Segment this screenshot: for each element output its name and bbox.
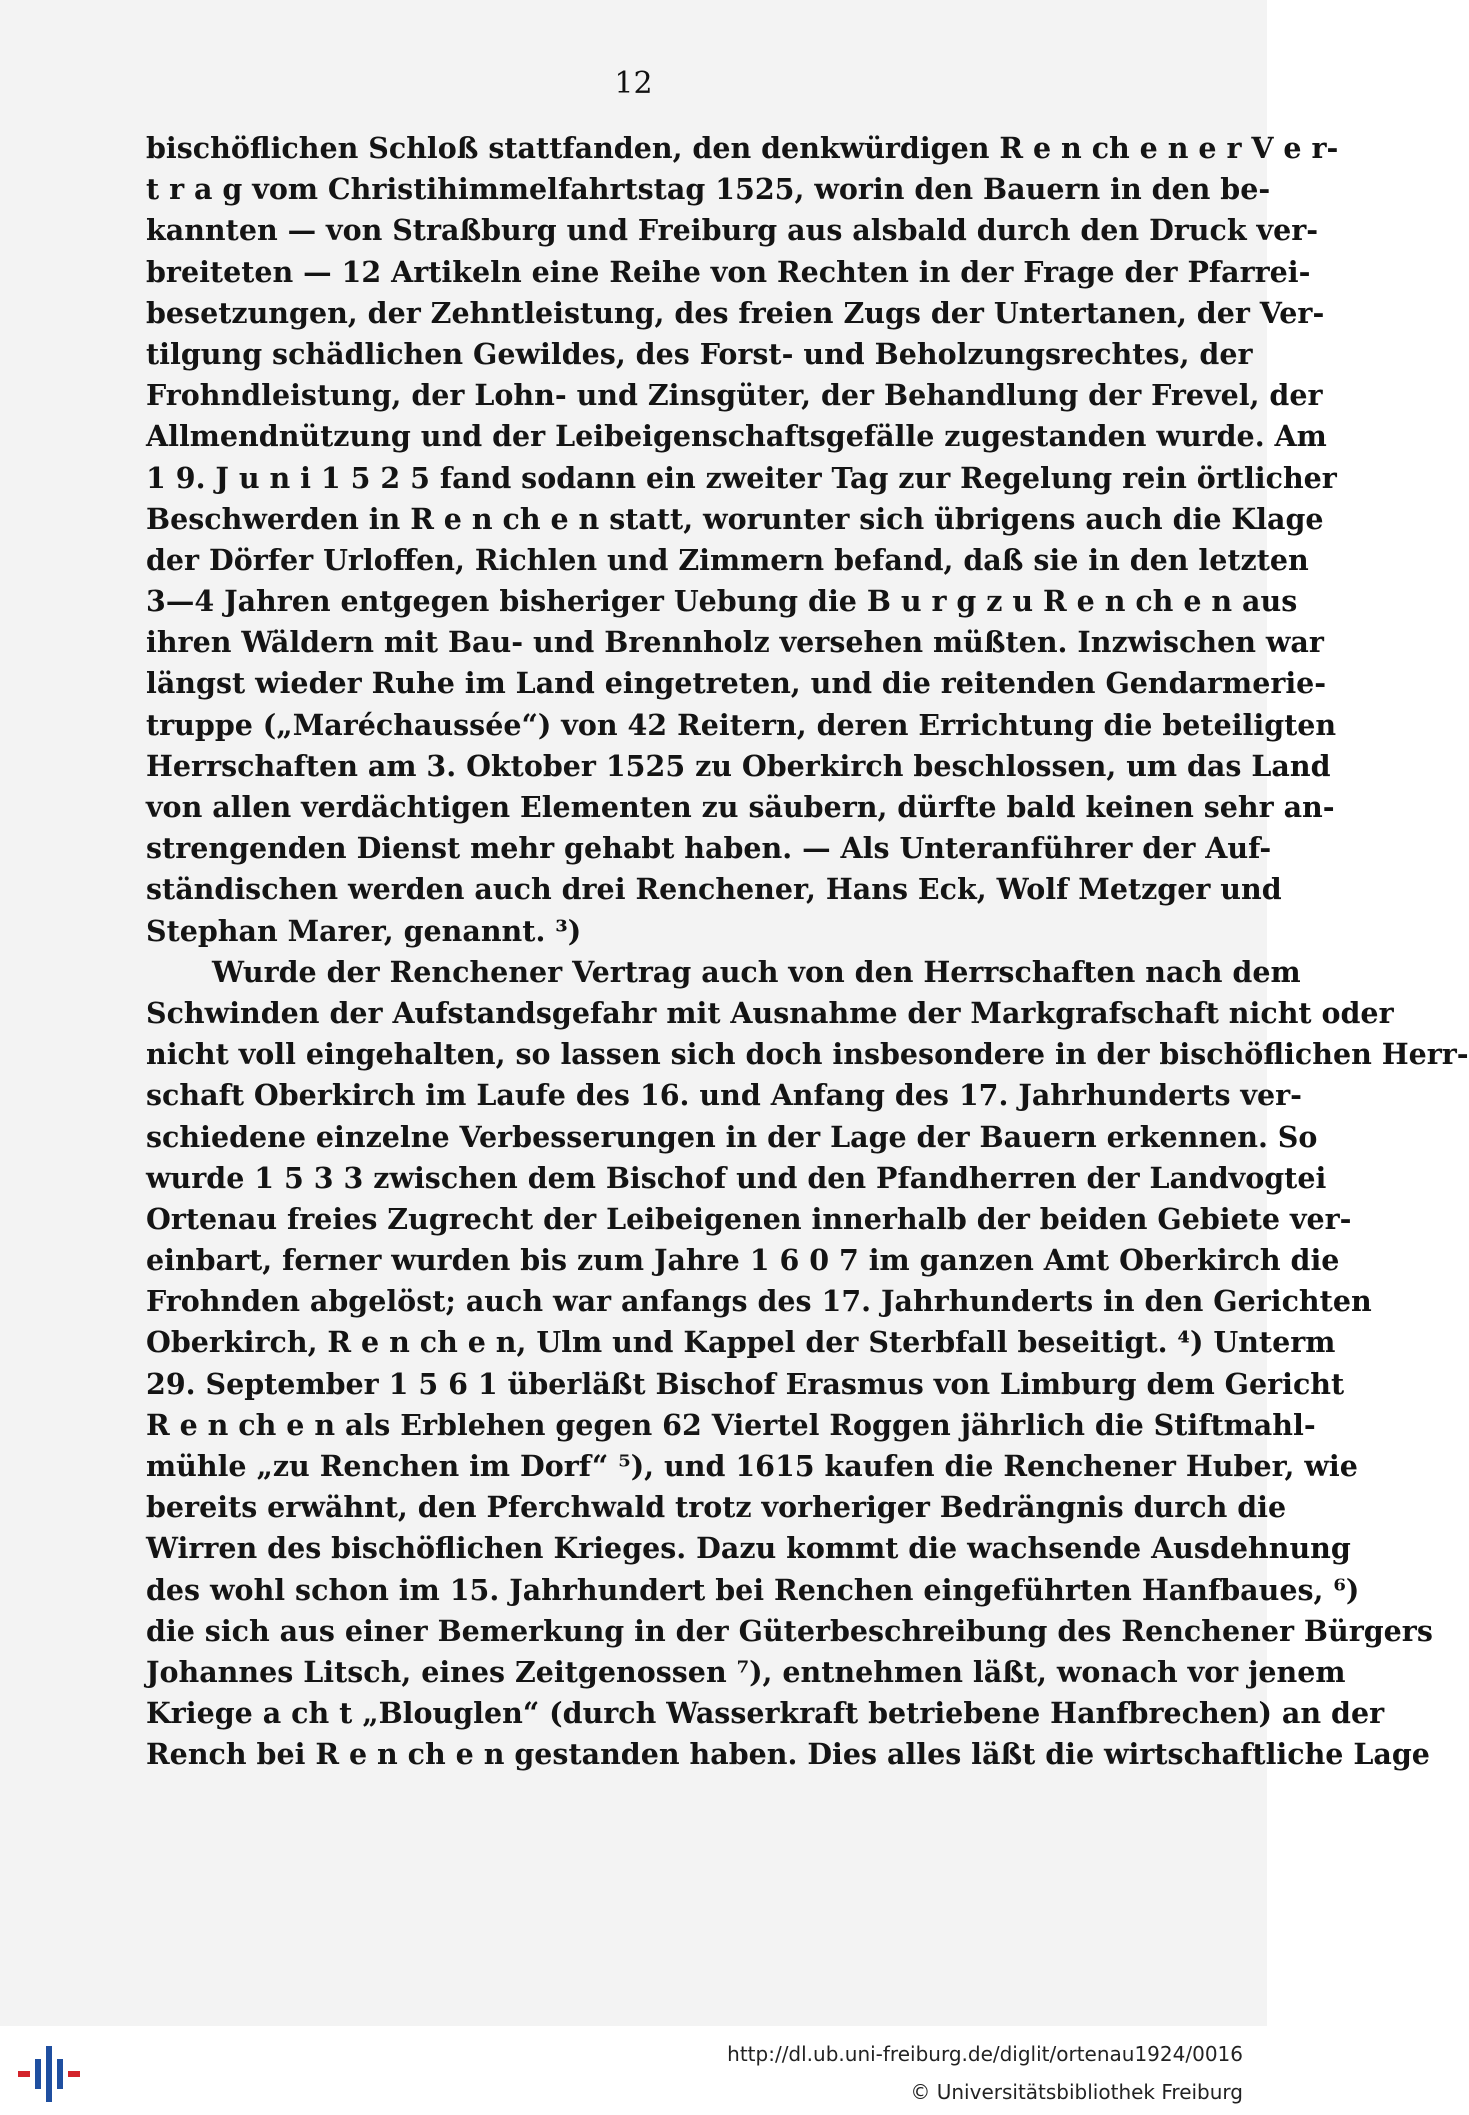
text-line: tilgung schädlichen Gewildes, des Forst- und Beholzungsrechtes, der [146,336,1253,371]
text-line: nicht voll eingehalten, so lassen sich doch insbesondere in der bischöflichen Herr- [146,1037,1469,1072]
text-line: 29. September 1 5 6 1 überläßt Bischof Erasmus von Limburg dem Gericht [146,1366,1345,1401]
text-line: 1 9. J u n i 1 5 2 5 fand sodann ein zweiter Tag zur Regelung rein örtlicher [146,460,1337,495]
text-line: Oberkirch, R e n ch e n, Ulm und Kappel der Sterbfall beseitigt. ⁴) Unterm [146,1325,1336,1360]
text-line: Wurde der Renchener Vertrag auch von den Herrschaften nach dem [212,954,1301,989]
text-line: Beschwerden in R e n ch e n statt, worunter sich übrigens auch die Klage [146,501,1324,536]
text-line: Stephan Marer, genannt. ³) [146,913,582,948]
text-line: 3—4 Jahren entgegen bisheriger Uebung die B u r g z u R e n ch e n aus [146,584,1298,619]
text-line: R e n ch e n als Erblehen gegen 62 Viertel Roggen jährlich die Stiftmahl- [146,1407,1316,1442]
text-line: truppe („Maréchaussée“) von 42 Reitern, deren Errichtung die beteiligten [146,707,1337,742]
text-line: bereits erwähnt, den Pferchwald trotz vorheriger Bedrängnis durch die [146,1490,1287,1525]
text-line: Wirren des bischöflichen Krieges. Dazu kommt die wachsende Ausdehnung [146,1531,1351,1566]
text-line: Rench bei R e n ch e n gestanden haben. Dies alles läßt die wirtschaftliche Lage [146,1737,1430,1772]
body-text [146,128,1469,1776]
text-line: Schwinden der Aufstandsgefahr mit Ausnahme der Markgrafschaft nicht oder [146,995,1394,1030]
text-line: Kriege a ch t „Blouglen“ (durch Wasserkraft betriebene Hanfbrechen) an der [146,1696,1385,1731]
text-line: von allen verdächtigen Elementen zu säubern, dürfte bald keinen sehr an- [146,790,1335,824]
text-line: Herrschaften am 3. Oktober 1525 zu Oberkirch beschlossen, um das Land [146,748,1331,783]
document-url[interactable]: http://dl.ub.uni-freiburg.de/diglit/ortenau1924/0016 [727,2042,1243,2066]
text-line: besetzungen, der Zehntleistung, des freien Zugs der Untertanen, der Ver- [146,295,1325,330]
page-number: 12 [614,66,653,101]
text-line: ihren Wäldern mit Bau- und Brennholz versehen müßten. Inzwischen war [146,625,1324,660]
text-line: Johannes Litsch, eines Zeitgenossen ⁷), entnehmen läßt, wonach vor jenem [146,1654,1346,1689]
text-line: längst wieder Ruhe im Land eingetreten, und die reitenden Gendarmerie- [146,666,1327,701]
viewer-footer [0,2026,1267,2115]
text-line: mühle „zu Renchen im Dorf“ ⁵), und 1615 kaufen die Renchener Huber, wie [146,1449,1358,1483]
text-line: die sich aus einer Bemerkung in der Güterbeschreibung des Renchener Bürgers [146,1613,1433,1648]
text-line: schaft Oberkirch im Laufe des 16. und Anfang des 17. Jahrhunderts ver- [146,1078,1302,1113]
text-line: Frohndleistung, der Lohn- und Zinsgüter, der Behandlung der Frevel, der [146,378,1323,413]
text-line: strengenden Dienst mehr gehabt haben. — Als Unteranführer der Auf- [146,831,1272,866]
text-line: Ortenau freies Zugrecht der Leibeigenen innerhalb der beiden Gebiete ver- [146,1201,1352,1236]
text-line: breiteten — 12 Artikeln eine Reihe von Rechten in der Frage der Pfarrei- [146,254,1311,289]
copyright-notice: © Universitätsbibliothek Freiburg [910,2080,1243,2104]
text-line: Allmendnützung und der Leibeigenschaftsgefälle zugestanden wurde. Am [146,419,1327,454]
text-line: wurde 1 5 3 3 zwischen dem Bischof und den Pfandherren der Landvogtei [146,1160,1327,1195]
text-line: der Dörfer Urloffen, Richlen und Zimmern befand, daß sie in den letzten [146,542,1309,577]
text-line: einbart, ferner wurden bis zum Jahre 1 6 0 7 im ganzen Amt Oberkirch die [146,1243,1340,1278]
text-line: bischöflichen Schloß stattfanden, den denkwürdigen R e n ch e n e r V e r- [146,131,1339,165]
ub-freiburg-logo-icon [18,2044,80,2104]
text-line: schiedene einzelne Verbesserungen in der Lage der Bauern erkennen. So [146,1119,1318,1154]
text-line: ständischen werden auch drei Renchener, Hans Eck, Wolf Metzger und [146,872,1282,907]
text-line: kannten — von Straßburg und Freiburg aus alsbald durch den Druck ver- [146,213,1319,248]
text-line: Frohnden abgelöst; auch war anfangs des 17. Jahrhunderts in den Gerichten [146,1284,1372,1319]
text-line: t r a g vom Christihimmelfahrtstag 1525, worin den Bauern in den be- [146,172,1271,207]
text-line: des wohl schon im 15. Jahrhundert bei Renchen eingeführten Hanfbaues, ⁶) [146,1572,1360,1607]
